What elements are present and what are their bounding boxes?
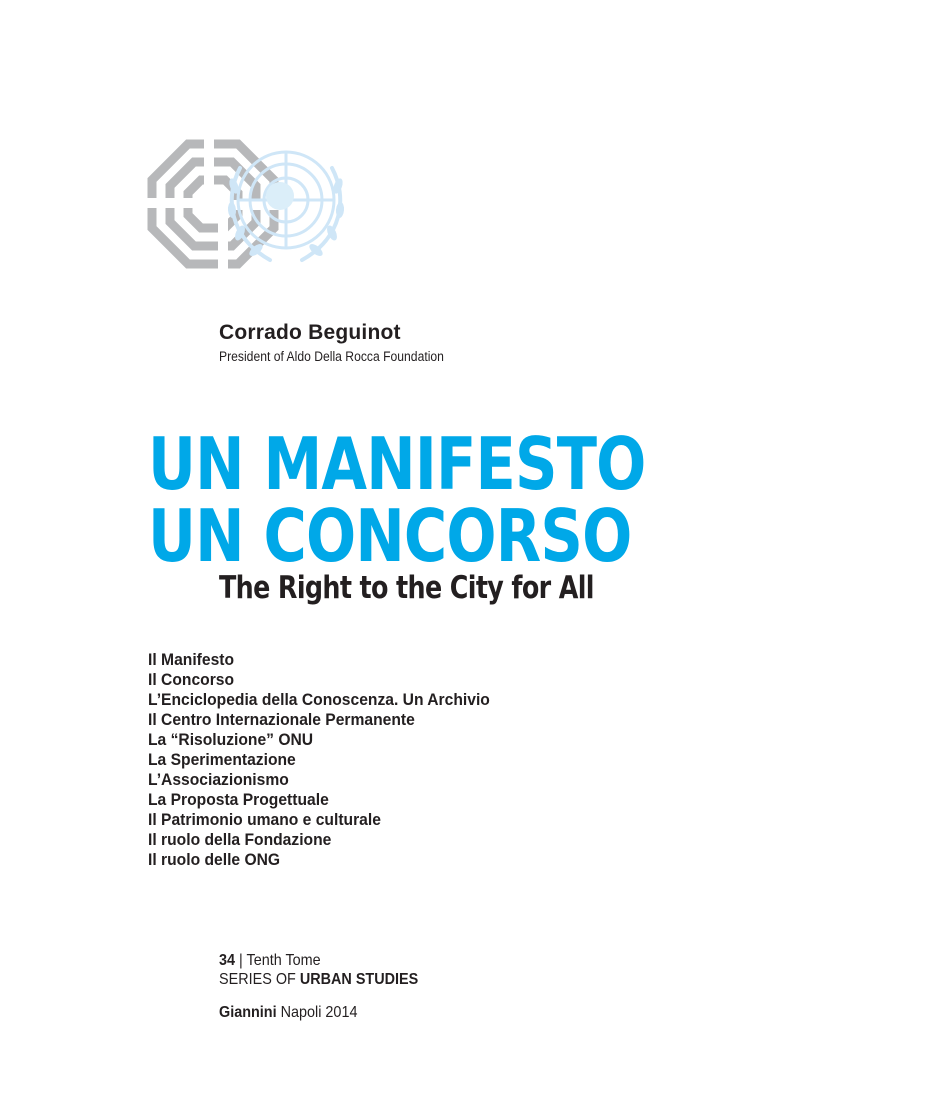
contents-item: Il Manifesto [148, 650, 235, 669]
contents-item: Il Centro Internazionale Permanente [148, 710, 415, 729]
author-block [219, 320, 469, 366]
series-name: URBAN STUDIES [299, 971, 419, 988]
title-line-2: UN CONCORSO [148, 494, 632, 578]
book-title [148, 422, 755, 578]
contents-item: Il ruolo delle ONG [148, 850, 281, 869]
series-tome: Tenth Tome [246, 952, 321, 969]
logo-group [146, 138, 352, 270]
publisher-row [219, 1003, 418, 1022]
contents-item: Il ruolo della Fondazione [148, 830, 332, 849]
series-info [219, 951, 440, 1022]
contents-item: La “Risoluzione” ONU [148, 730, 314, 749]
contents-item: La Proposta Progettuale [148, 790, 329, 809]
united-nations-emblem-icon [220, 138, 352, 270]
contents-item: La Sperimentazione [148, 750, 296, 769]
contents-item: L’Enciclopedia della Conoscenza. Un Archivio [148, 690, 490, 709]
book-subtitle: The Right to the City for All [219, 570, 594, 606]
contents-item: Il Patrimonio umano e culturale [148, 810, 381, 829]
publisher-name: Giannini [219, 1004, 277, 1021]
series-name-row [219, 970, 418, 989]
author-role: President of Aldo Della Rocca Foundation [219, 349, 444, 364]
series-separator: | [235, 952, 247, 969]
contents-item: Il Concorso [148, 670, 235, 689]
contents-item: L’Associazionismo [148, 770, 289, 789]
series-prefix: SERIES OF [219, 971, 300, 988]
series-number: 34 [219, 952, 236, 969]
title-line-1: UN MANIFESTO [148, 422, 646, 506]
publisher-place-year: Napoli 2014 [276, 1004, 358, 1021]
contents-list [148, 650, 520, 870]
author-name: Corrado Beguinot [219, 321, 401, 344]
series-number-row [219, 951, 418, 970]
